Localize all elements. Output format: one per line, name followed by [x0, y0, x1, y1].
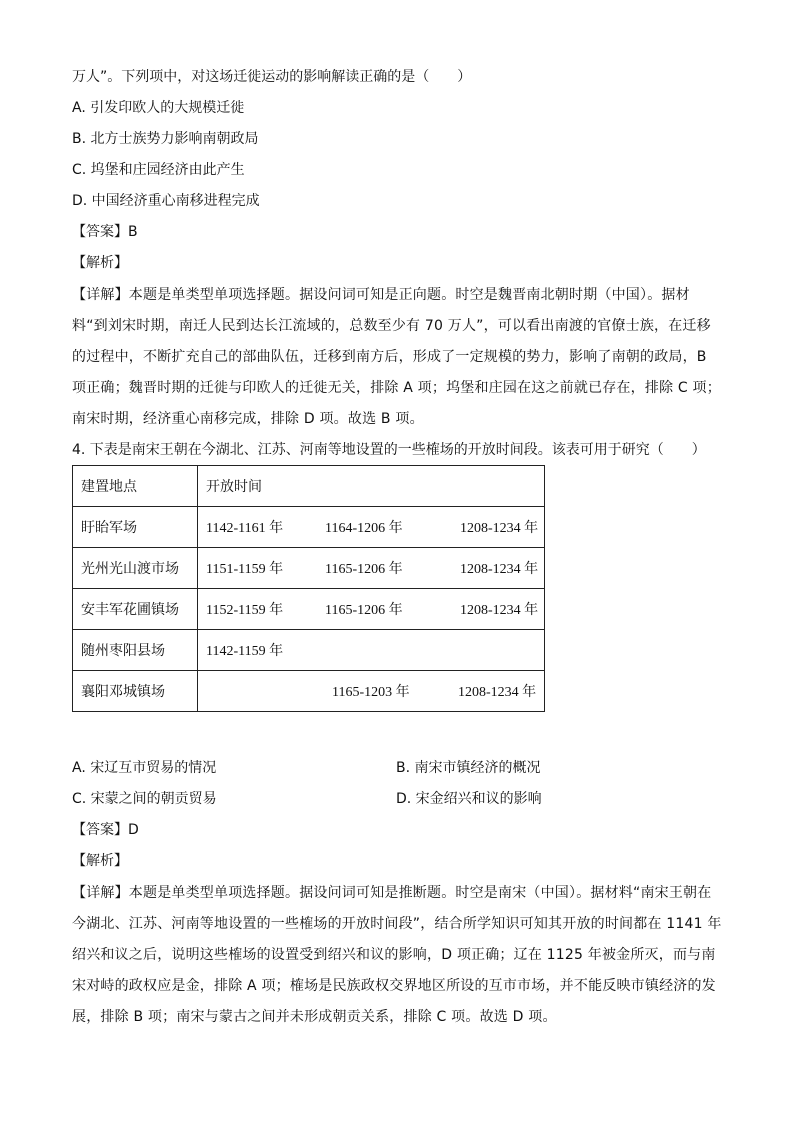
header-time: 开放时间: [198, 466, 545, 507]
q3-option-a: A. 引发印欧人的大规模迁徙: [72, 100, 245, 116]
table-row: [73, 630, 545, 671]
cell-times: [198, 630, 545, 671]
table-row: [73, 671, 545, 712]
time-period-3: 1208-1234 年: [460, 562, 539, 577]
q4-stem: 4. 下表是南宋王朝在今湖北、江苏、河南等地设置的一些榷场的开放时间段。该表可用于研究（ ）: [72, 442, 706, 458]
header-place: 建置地点: [73, 466, 198, 507]
time-period-3: 1208-1234 年: [460, 521, 539, 536]
table-header-row: [73, 466, 545, 507]
market-table: [72, 465, 545, 712]
cell-place: 襄阳邓城镇场: [73, 671, 198, 712]
time-period-1: 1152-1159 年: [206, 603, 284, 618]
q3-option-b: B. 北方士族势力影响南朝政局: [72, 131, 259, 147]
time-period-2: 1165-1203 年: [332, 685, 410, 700]
time-period-3: 1208-1234 年: [460, 603, 539, 618]
q3-answer: 【答案】B: [72, 224, 138, 240]
time-period-2: 1164-1206 年: [325, 521, 403, 536]
cell-place: 盱眙军场: [73, 507, 198, 548]
q4-option-d: D. 宋金绍兴和议的影响: [396, 791, 542, 807]
q4-answer: 【答案】D: [72, 822, 139, 838]
cell-times: [198, 507, 545, 548]
q4-detail: 【详解】本题是单类型单项选择题。据设问词可知是推断题。时空是南宋（中国）。据材料“南宋王朝在今湖北、江苏、河南等地设置的一些榷场的开放时间段”，结合所学知识可知其开放的时间都在 1141 年绍兴和议之后，说明这些榷场的设置受到绍兴和议的影响，D 项正确；辽在 1125 年被金所灭，而与南宋对峙的政权应是金，排除 A 项；榷场是民族政权交界地区所设的互市市场，并不能反映市镇经济的发展，排除 B 项；南宋与蒙古之间并未形成朝贡关系，排除 C 项。故选 D 项。: [72, 885, 722, 1025]
q3-option-d: D. 中国经济重心南移进程完成: [72, 193, 260, 209]
time-period-1: 1151-1159 年: [206, 562, 284, 577]
cell-place: 安丰军花圃镇场: [73, 589, 198, 630]
cell-times: [198, 671, 545, 712]
q3-detail: 【详解】本题是单类型单项选择题。据设问词可知是正向题。时空是魏晋南北朝时期（中国）。据材料“到刘宋时期，南迁人民到达长江流域的，总数至少有 70 万人”，可以看出南渡的官僚士族，在迁移的过程中，不断扩充自己的部曲队伍，迁移到南方后，形成了一定规模的势力，影响了南朝的政局，B 项正确；魏晋时期的迁徙与印欧人的迁徙无关，排除 A 项；坞堡和庄园在这之前就已存在，排除 C 项；南宋时期，经济重心南移完成，排除 D 项。故选 B 项。: [72, 287, 721, 427]
q3-stem-tail: 万人”。下列项中，对这场迁徙运动的影响解读正确的是（ ）: [72, 69, 472, 85]
time-period-3: 1208-1234 年: [458, 685, 537, 700]
time-period-2: 1165-1206 年: [325, 603, 403, 618]
time-period-1: 1142-1159 年: [206, 644, 284, 659]
q4-analysis-label: 【解析】: [72, 853, 128, 869]
q4-option-c: C. 宋蒙之间的朝贡贸易: [72, 791, 217, 807]
time-period-2: 1165-1206 年: [325, 562, 403, 577]
cell-place: 随州枣阳县场: [73, 630, 198, 671]
q4-option-b: B. 南宋市镇经济的概况: [396, 760, 541, 776]
q3-option-c: C. 坞堡和庄园经济由此产生: [72, 162, 245, 178]
table-row: [73, 589, 545, 630]
q3-analysis-label: 【解析】: [72, 255, 128, 271]
cell-place: 光州光山渡市场: [73, 548, 198, 589]
cell-times: [198, 548, 545, 589]
table-row: [73, 548, 545, 589]
q4-option-a: A. 宋辽互市贸易的情况: [72, 760, 217, 776]
table-row: [73, 507, 545, 548]
cell-times: [198, 589, 545, 630]
time-period-1: 1142-1161 年: [206, 521, 284, 536]
